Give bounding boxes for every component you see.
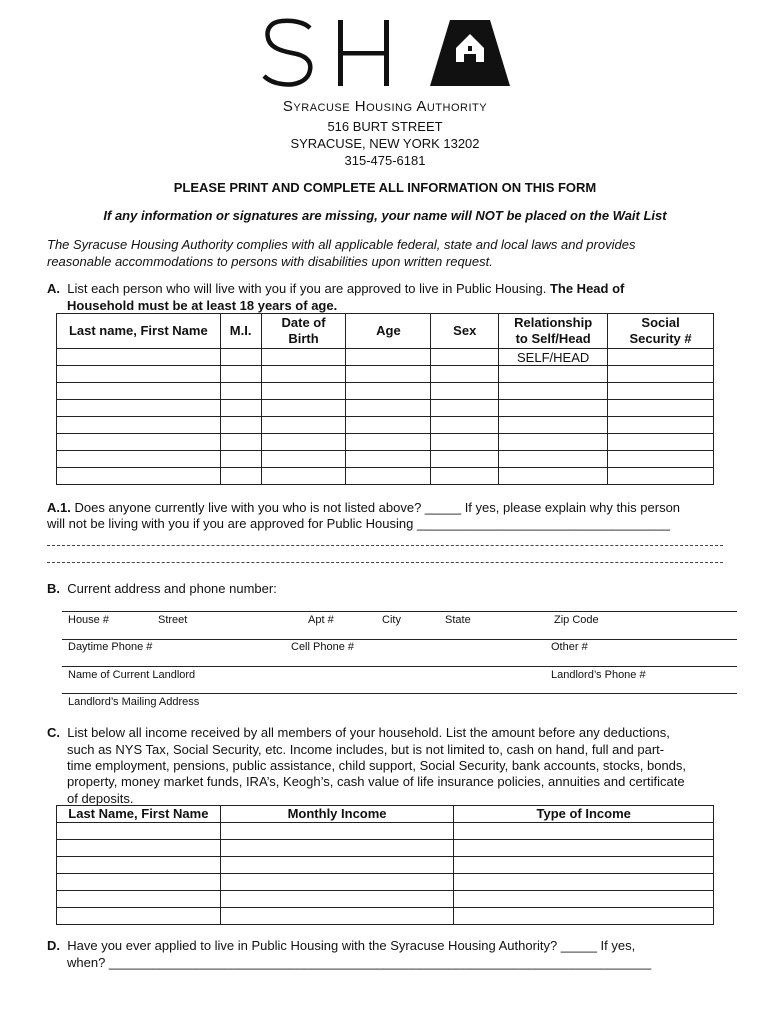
section-a-intro: A. List each person who will live with you if you are approved to live in Public Housing. The Head of xyxy=(47,281,625,296)
print-instruction: PLEASE PRINT AND COMPLETE ALL INFORMATION ON THIS FORM xyxy=(173,180,597,195)
section-c-line-3: time employment, pensions, public assistance, child support, Social Security, bank accounts, stocks, bonds, xyxy=(67,758,687,773)
col-type-of-income: Type of Income xyxy=(454,806,714,823)
org-phone: 315-475-6181 xyxy=(344,153,426,168)
household-header-row xyxy=(57,314,714,349)
table-row[interactable] xyxy=(57,434,714,451)
logo-letter-s xyxy=(264,21,310,85)
col-relationship: Relationship to Self/Head xyxy=(499,314,608,349)
col-mi: M.I. xyxy=(220,314,261,349)
compliance-statement: The Syracuse Housing Authority complies with all applicable federal, state and local laws and provides reasonable accommodations to persons with disabilities upon written request. xyxy=(47,237,636,269)
org-street: 516 BURT STREET xyxy=(327,119,443,134)
apt-label: Apt # xyxy=(308,614,334,626)
logo-letter-h xyxy=(338,20,389,86)
explain-line[interactable] xyxy=(47,562,723,563)
section-c-line-5: of deposits. xyxy=(67,791,134,806)
explain-line[interactable] xyxy=(47,545,723,546)
section-b-intro: B. Current address and phone number: xyxy=(47,581,277,596)
section-d-question: D. Have you ever applied to live in Public Housing with the Syracuse Housing Authority? _____ If yes, xyxy=(47,938,636,953)
landlord-address-label: Landlord’s Mailing Address xyxy=(68,696,200,708)
table-row[interactable] xyxy=(57,366,714,383)
landlord-name-label: Name of Current Landlord xyxy=(68,669,196,681)
income-table xyxy=(56,805,714,925)
table-row[interactable] xyxy=(57,349,714,366)
section-c-intro: C. List below all income received by all members of your household. List the amount before any deductions, xyxy=(47,725,670,740)
missing-warning: If any information or signatures are missing, your name will NOT be placed on the Wait List xyxy=(103,208,667,223)
section-a1-explain[interactable]: will not be living with you if you are approved for Public Housing ___________________________________ xyxy=(47,516,671,531)
table-row[interactable] xyxy=(57,891,714,908)
table-row[interactable] xyxy=(57,857,714,874)
other-phone-label: Other # xyxy=(551,641,588,653)
section-a-age-requirement: Household must be at least 18 years of age. xyxy=(67,298,338,313)
table-row[interactable] xyxy=(57,908,714,925)
city-label: City xyxy=(382,614,401,626)
self-head-cell: SELF/HEAD xyxy=(499,349,608,366)
table-row[interactable] xyxy=(57,400,714,417)
state-label: State xyxy=(445,614,471,626)
landlord-phone-label: Landlord’s Phone # xyxy=(551,669,646,681)
table-row[interactable] xyxy=(57,874,714,891)
house-number-label: House # xyxy=(68,614,109,626)
section-c-line-2: such as NYS Tax, Social Security, etc. Income includes, but is not limited to, cash on hand, full and part- xyxy=(67,742,665,757)
cell-phone-label: Cell Phone # xyxy=(291,641,354,653)
daytime-phone-label: Daytime Phone # xyxy=(68,641,153,653)
org-city: SYRACUSE, NEW YORK 13202 xyxy=(290,136,480,151)
col-age: Age xyxy=(346,314,431,349)
table-row[interactable] xyxy=(57,468,714,485)
income-header-row xyxy=(57,806,714,823)
col-last-first-name: Last name, First Name xyxy=(57,314,221,349)
col-sex: Sex xyxy=(431,314,499,349)
col-dob: Date of Birth xyxy=(261,314,346,349)
col-income-name: Last Name, First Name xyxy=(57,806,221,823)
section-a1-question: A.1. Does anyone currently live with you who is not listed above? _____ If yes, please explain why this person xyxy=(47,500,681,515)
table-row[interactable] xyxy=(57,823,714,840)
sha-logo xyxy=(262,18,512,90)
col-social-security: Social Security # xyxy=(608,314,714,349)
address-line[interactable] xyxy=(62,611,737,612)
landlord-address-line[interactable] xyxy=(62,693,737,694)
zip-code-label: Zip Code xyxy=(554,614,599,626)
table-row[interactable] xyxy=(57,840,714,857)
org-name: Syracuse Housing Authority xyxy=(282,98,488,115)
table-row[interactable] xyxy=(57,451,714,468)
section-c-line-4: property, money market funds, IRA’s, Keogh’s, cash value of life insurance policies, annuities and certificate xyxy=(67,774,685,789)
section-d-when[interactable]: when? ___________________________________________________________________________ xyxy=(67,955,652,970)
table-row[interactable] xyxy=(57,383,714,400)
logo-letter-a-house xyxy=(430,20,510,86)
landlord-line[interactable] xyxy=(62,666,737,667)
household-members-table xyxy=(56,313,714,485)
phone-line[interactable] xyxy=(62,639,737,640)
table-row[interactable] xyxy=(57,417,714,434)
col-monthly-income: Monthly Income xyxy=(220,806,454,823)
street-label: Street xyxy=(158,614,188,626)
